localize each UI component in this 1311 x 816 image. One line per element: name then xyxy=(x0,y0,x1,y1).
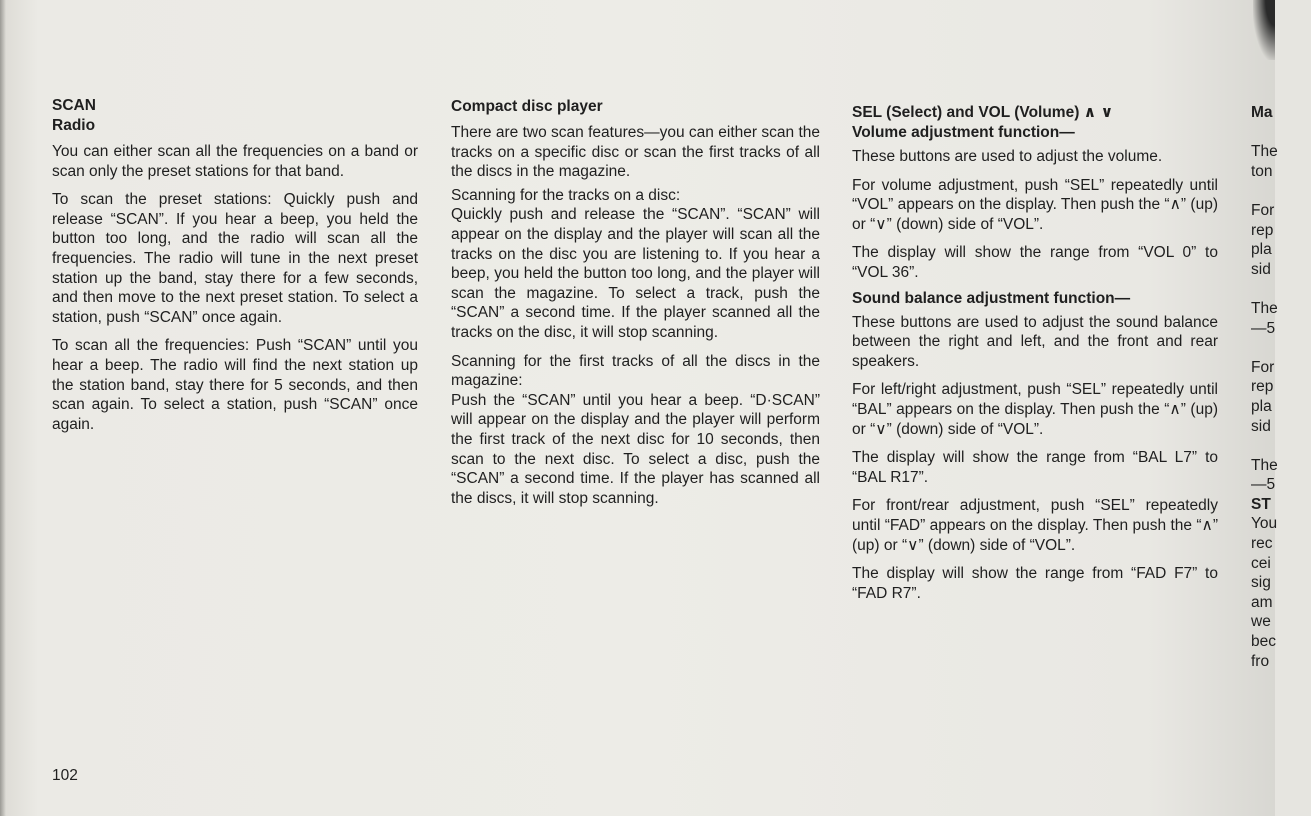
fragment-line: ton xyxy=(1251,162,1273,180)
sel-vol-column xyxy=(852,103,1218,612)
paragraph: The display will show the range from “BAL L7” to “BAL R17”. xyxy=(852,449,1218,486)
fragment-line xyxy=(1251,338,1311,358)
paragraph: For front/rear adjustment, push “SEL” repeatedly until “FAD” appears on the display. Then push the “∧” (up) or “∨” (down) side of “VOL”. xyxy=(852,497,1218,554)
subsection-title-volume: Volume adjustment function— xyxy=(852,124,1075,141)
subsection-title-compact-disc: Compact disc player xyxy=(451,98,603,115)
scan-radio-column xyxy=(52,96,418,443)
fragment-line: rep xyxy=(1251,221,1274,239)
fragment-line: rep xyxy=(1251,378,1274,396)
fragment-line: Ma xyxy=(1251,104,1273,121)
compact-disc-column xyxy=(451,97,820,517)
fragment-line: cei xyxy=(1251,554,1271,572)
page-number: 102 xyxy=(52,767,78,784)
fragment-line: The xyxy=(1251,456,1278,474)
paragraph: Quickly push and release the “SCAN”. “SCAN” will appear on the display and the player will scan all the tracks on the disc you are listening to. If you hear a beep, you held the button too long, and the player will scan the magazine. To select a track, push the “SCAN” a second time. If the player scanned all the tracks on the disc, it will stop scanning. xyxy=(451,206,820,341)
fragment-line: rec xyxy=(1251,535,1273,553)
fragment-line: The xyxy=(1251,299,1278,317)
paragraph: The display will show the range from “VOL 0” to “VOL 36”. xyxy=(852,244,1218,281)
paragraph-intro: Scanning for the tracks on a disc: xyxy=(451,186,681,204)
fragment-line: sig xyxy=(1251,574,1271,592)
fragment-line: For xyxy=(1251,201,1275,219)
fragment-line: pla xyxy=(1251,241,1272,259)
fragment-line: sid xyxy=(1251,417,1271,435)
paragraph: The display will show the range from “FAD F7” to “FAD R7”. xyxy=(852,565,1218,602)
fragment-line: The xyxy=(1251,143,1278,161)
fragment-line: am xyxy=(1251,593,1273,611)
fragment-line: pla xyxy=(1251,397,1272,415)
paragraph: There are two scan features—you can either scan the tracks on a specific disc or scan the first tracks of all the discs in the magazine. xyxy=(451,124,820,181)
paragraph: You can either scan all the frequencies on a band or scan only the preset stations for that band. xyxy=(52,143,418,180)
fragment-line: You xyxy=(1251,515,1278,533)
fragment-line: For xyxy=(1251,358,1275,376)
paragraph: To scan all the frequencies: Push “SCAN” until you hear a beep. The radio will find the next station up the station band, stay there for 5 seconds, and then scan again. To select a station, push “SCAN” once again. xyxy=(52,337,418,433)
fragment-line: we xyxy=(1251,613,1271,631)
fragment-line: —5 xyxy=(1251,319,1276,337)
subsection-title-balance: Sound balance adjustment function— xyxy=(852,289,1131,307)
paragraph: Push the “SCAN” until you hear a beep. “D·SCAN” will appear on the display and the player will perform the first track of the next disc for 10 seconds, then scan to the next disc. To select a disc, push the “SCAN” a second time. If the player has scanned all the discs, it will stop scanning. xyxy=(451,391,820,507)
section-title-sel-vol: SEL (Select) and VOL (Volume) ∧ ∨ xyxy=(852,104,1114,121)
fragment-line xyxy=(1251,279,1311,299)
fragment-line xyxy=(1251,181,1311,201)
page-gutter-shadow xyxy=(0,0,6,816)
fragment-line: fro xyxy=(1251,652,1270,670)
section-title-scan: SCAN xyxy=(52,97,96,114)
paragraph: To scan the preset stations: Quickly push and release “SCAN”. If you hear a beep, you held the button too long, and the radio will scan all the frequencies. The radio will tune in the next preset station up the band, stay there for a few seconds, and then move to the next preset station. To select a station, push “SCAN” once again. xyxy=(52,191,418,326)
fragment-line: —5 xyxy=(1251,476,1276,494)
fragment-line: ST xyxy=(1251,495,1271,513)
paragraph: These buttons are used to adjust the volume. xyxy=(852,148,1163,165)
fragment-line xyxy=(1251,123,1311,143)
subsection-title-radio: Radio xyxy=(52,117,96,134)
fragment-line xyxy=(1251,436,1311,456)
paragraph: These buttons are used to adjust the sound balance between the right and left, and the front and rear speakers. xyxy=(852,313,1218,370)
fragment-line: sid xyxy=(1251,260,1271,278)
paragraph: For left/right adjustment, push “SEL” repeatedly until “BAL” appears on the display. Then push the “∧” (up) or “∨” (down) side of “VOL”. xyxy=(852,381,1218,438)
fragment-line: bec xyxy=(1251,633,1276,651)
next-page-column-fragment xyxy=(1251,103,1311,671)
paragraph: For volume adjustment, push “SEL” repeatedly until “VOL” appears on the display. Then push the “∧” (up) or “∨” (down) side of “VOL”. xyxy=(852,176,1218,233)
thumb-shadow xyxy=(1253,0,1275,60)
paragraph-intro: Scanning for the first tracks of all the discs in the magazine: xyxy=(451,352,820,390)
